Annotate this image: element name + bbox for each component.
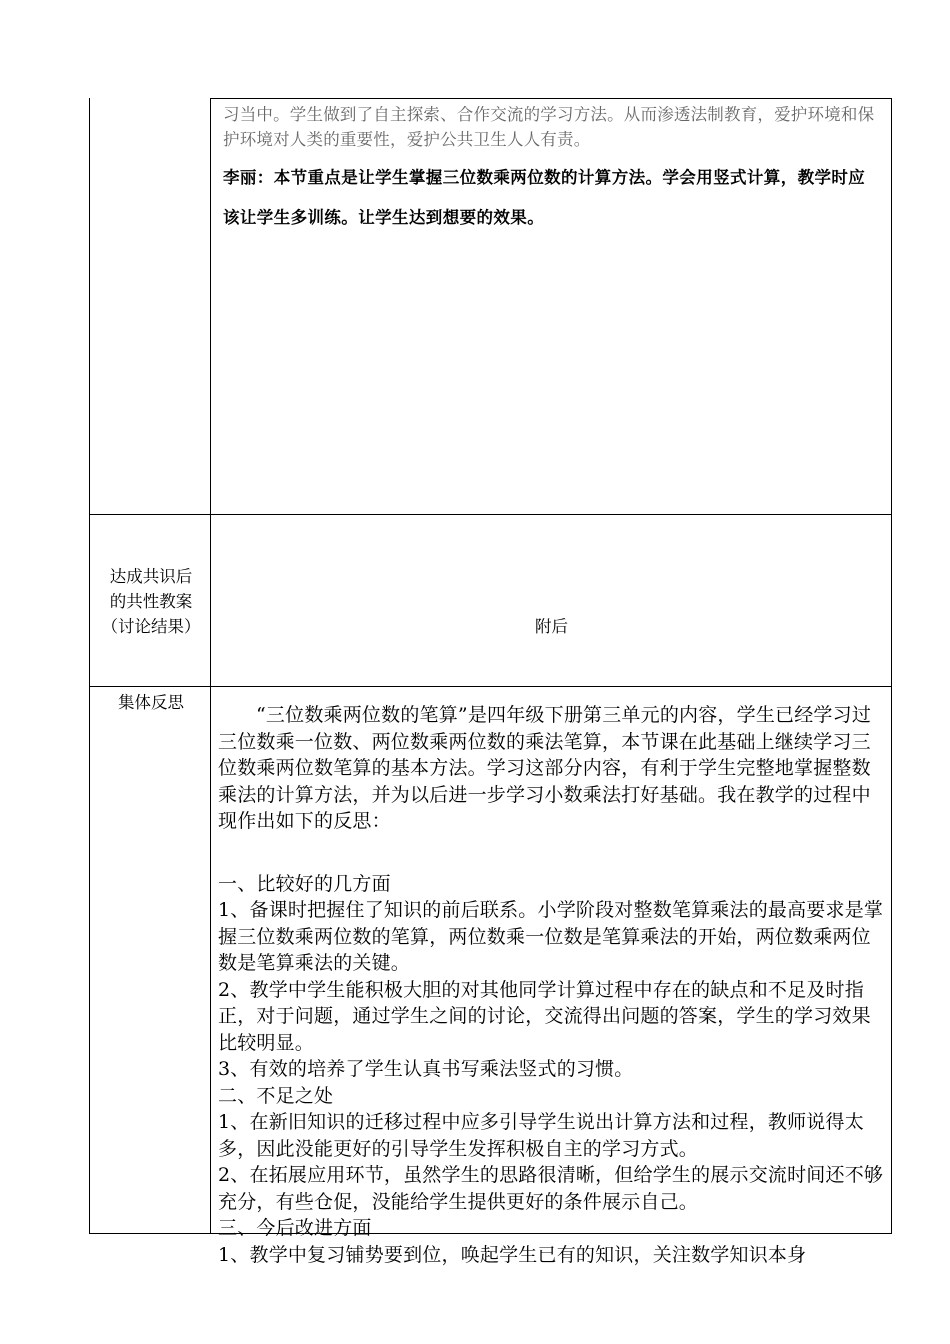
consensus-label-line: 的共性教案 bbox=[109, 592, 193, 611]
section-item: 2、在拓展应用环节，虽然学生的思路很清晰，但给学生的展示交流时间还不够充分，有些仓促，没能给学生提供更好的条件展示自己。 bbox=[218, 1164, 884, 1213]
table-border-left bbox=[89, 98, 90, 1234]
section-item: 2、教学中学生能积极大胆的对其他同学计算过程中存在的缺点和不足及时指正，对于问题，通过学生之间的讨论，交流得出问题的答案，学生的学习效果比较明显。 bbox=[218, 978, 871, 1054]
row1-top-border bbox=[210, 98, 892, 99]
section-heading: 二、不足之处 bbox=[218, 1084, 334, 1107]
section-heading: 一、比较好的几方面 bbox=[218, 872, 391, 895]
section-item: 1、教学中复习铺势要到位，唤起学生已有的知识，关注数学知识本身 bbox=[218, 1243, 807, 1266]
discussion-notes-gray: 习当中。学生做到了自主探索、合作交流的学习方法。从而渗透法制教育，爱护环境和保护环境对人类的重要性，爱护公共卫生人人有责。 bbox=[223, 105, 875, 149]
consensus-label-line: 达成共识后 bbox=[109, 567, 193, 586]
paragraph-gap bbox=[218, 845, 888, 871]
consensus-content: 附后 bbox=[535, 617, 568, 636]
section-heading: 三、今后改进方面 bbox=[218, 1217, 372, 1239]
discussion-notes-lili: 李丽：本节重点是让学生掌握三位数乘两位数的计算方法。学会用竖式计算，教学时应该让学生多训练。让学生达到想要的效果。 bbox=[223, 168, 866, 227]
row-divider-2 bbox=[89, 686, 892, 687]
section-item: 1、在新旧知识的迁移过程中应多引导学生说出计算方法和过程，教师说得太多，因此没能更好的引导学生发挥积极自主的学习方式。 bbox=[218, 1111, 864, 1160]
consensus-label bbox=[92, 564, 210, 639]
section-item: 1、备课时把握住了知识的前后联系。小学阶段对整数笔算乘法的最高要求是掌握三位数乘两位数的笔算，两位数乘一位数是笔算乘法的开始，两位数乘两位数是笔算乘法的关键。 bbox=[218, 899, 884, 974]
table-border-right bbox=[891, 98, 892, 1234]
row-divider-1 bbox=[89, 514, 892, 515]
table-column-divider bbox=[210, 98, 211, 1234]
section-item: 3、有效的培养了学生认真书写乘法竖式的习惯。 bbox=[218, 1058, 634, 1080]
lesson-record-table bbox=[89, 98, 892, 1266]
discussion-notes-cell bbox=[218, 102, 886, 238]
reflection-label: 集体反思 bbox=[118, 693, 184, 712]
consensus-label-line: （讨论结果） bbox=[101, 617, 201, 636]
reflection-content bbox=[218, 702, 888, 1268]
reflection-intro: “三位数乘两位数的笔算”是四年级下册第三单元的内容，学生已经学习过三位数乘一位数、两位数乘两位数的乘法笔算，本节课在此基础上继续学习三位数乘两位数笔算的基本方法。学习这部分内容，有利于学生完整地掌握整数乘法的计算方法，并为以后进一步学习小数乘法打好基础。我在教学的过程中现作出如下的反思： bbox=[218, 704, 872, 832]
